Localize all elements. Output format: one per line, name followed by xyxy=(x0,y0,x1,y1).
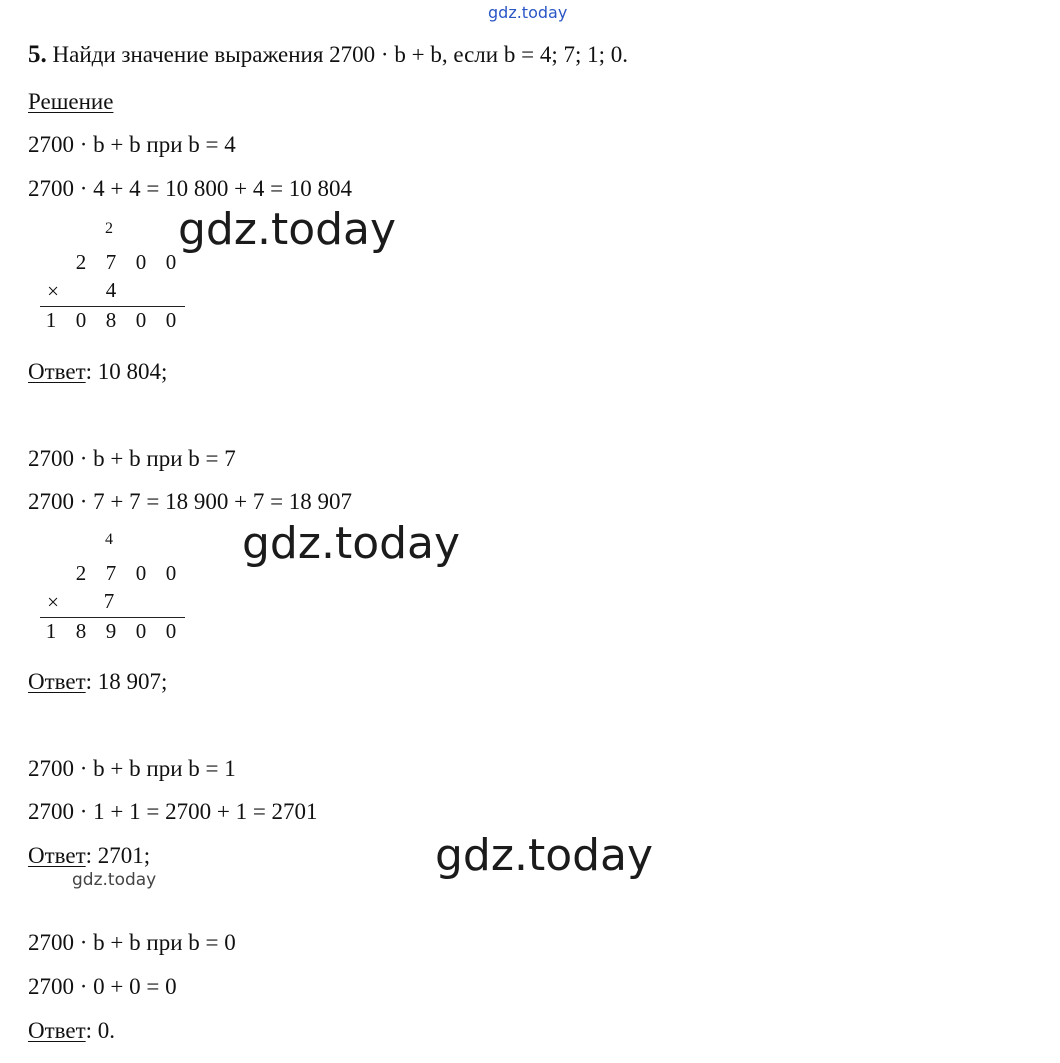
result-digit: 1 xyxy=(45,619,57,643)
watermark-3: gdz.today xyxy=(435,830,654,881)
multiplier-digit: 4 xyxy=(105,278,117,302)
answer-label: Ответ xyxy=(28,843,86,868)
answer-line xyxy=(28,1018,115,1044)
column-bar xyxy=(40,306,185,307)
multiplicand-digit: 7 xyxy=(105,561,117,585)
case-expression: 2700 · b + b при b = 4 xyxy=(28,132,236,157)
answer-label: Ответ xyxy=(28,359,86,384)
case-calculation: 2700 · 4 + 4 = 10 800 + 4 = 10 804 xyxy=(28,176,353,201)
answer-line xyxy=(28,359,167,385)
result-digit: 0 xyxy=(135,308,147,332)
multiplier-digit: 7 xyxy=(103,589,115,613)
result-digit: 0 xyxy=(165,619,177,643)
result-digit: 8 xyxy=(105,308,117,332)
answer-value: : 0. xyxy=(85,1018,116,1043)
watermark-2: gdz.today xyxy=(242,518,461,569)
result-digit: 8 xyxy=(75,619,87,643)
case-calculation: 2700 · 0 + 0 = 0 xyxy=(28,974,177,999)
answer-value: : 2701; xyxy=(85,843,151,868)
multiplicand-digit: 2 xyxy=(75,250,87,274)
column-multiplication xyxy=(30,531,190,643)
answer-value: : 18 907; xyxy=(85,669,168,694)
case-calculation: 2700 · 1 + 1 = 2700 + 1 = 2701 xyxy=(28,799,318,824)
result-digit: 9 xyxy=(105,619,117,643)
column-multiplication xyxy=(30,220,190,332)
multiplicand-digit: 2 xyxy=(75,561,87,585)
multiplicand-digit: 0 xyxy=(135,561,147,585)
column-bar xyxy=(40,617,185,618)
result-digit: 1 xyxy=(45,308,57,332)
case-expression: 2700 · b + b при b = 7 xyxy=(28,446,236,471)
case-expression: 2700 · b + b при b = 0 xyxy=(28,930,236,955)
result-digit: 0 xyxy=(165,308,177,332)
multiply-sign: × xyxy=(47,279,59,303)
watermark-small: gdz.today xyxy=(72,870,157,890)
answer-label: Ответ xyxy=(28,669,86,694)
answer-value: : 10 804; xyxy=(85,359,168,384)
answer-line xyxy=(28,669,167,695)
multiplicand-digit: 7 xyxy=(105,250,117,274)
result-digit: 0 xyxy=(135,619,147,643)
multiply-sign: × xyxy=(47,590,59,614)
watermark-top: gdz.today xyxy=(488,3,568,22)
carry-digit: 2 xyxy=(105,220,113,237)
result-digit: 0 xyxy=(75,308,87,332)
answer-line xyxy=(28,843,150,869)
answer-label: Ответ xyxy=(28,1018,86,1043)
task-text: Найди значение выражения 2700 · b + b, если b = 4; 7; 1; 0. xyxy=(52,42,628,67)
multiplicand-digit: 0 xyxy=(165,250,177,274)
task-number: 5. xyxy=(28,41,47,68)
solution-label: Решение xyxy=(28,89,114,114)
carry-digit: 4 xyxy=(105,531,113,548)
watermark-1: gdz.today xyxy=(178,204,397,255)
case-expression: 2700 · b + b при b = 1 xyxy=(28,756,236,781)
task-statement xyxy=(28,42,628,68)
multiplicand-digit: 0 xyxy=(135,250,147,274)
multiplicand-digit: 0 xyxy=(165,561,177,585)
case-calculation: 2700 · 7 + 7 = 18 900 + 7 = 18 907 xyxy=(28,489,353,514)
